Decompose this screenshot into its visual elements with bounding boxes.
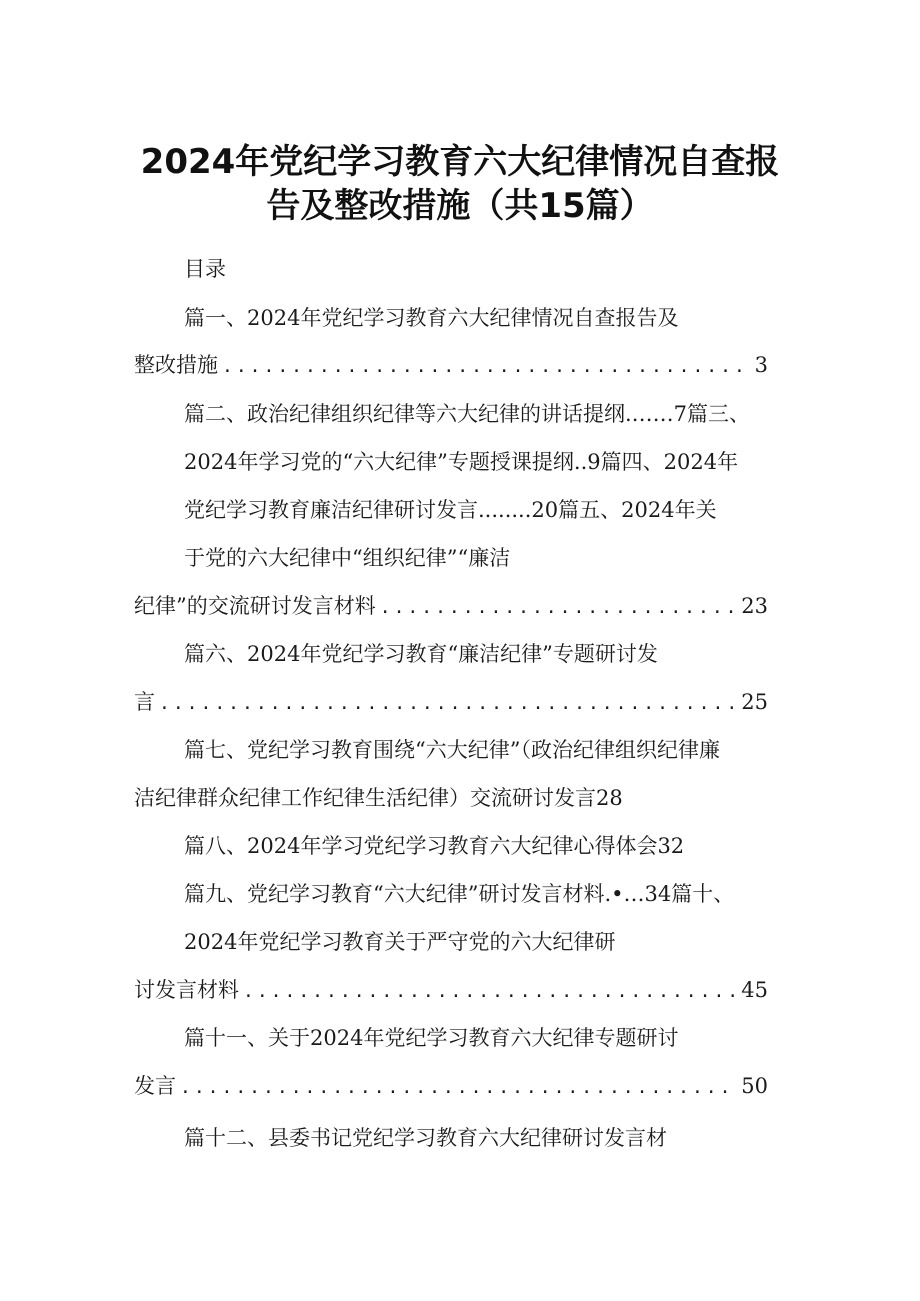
toc-line: 篇一、2024年党纪学习教育六大纪律情况自查报告及 — [184, 306, 679, 330]
toc-line: 2024年学习党的“六大纪律”专题授课提纲..9篇四、2024年 — [184, 450, 739, 474]
dot-leader — [180, 1074, 737, 1102]
toc-line: 篇十二、县委书记党纪学习教育六大纪律研讨发言材 — [184, 1126, 667, 1150]
toc-line: 篇九、党纪学习教育“六大纪律”研讨发言材料.•…34篇十、 — [184, 882, 735, 906]
toc-heading: 目录 — [184, 257, 226, 281]
toc-entry-text: 发言 — [134, 1074, 176, 1098]
document-title-line-2: 告及整改措施（共15篇） — [266, 186, 654, 226]
document-title-line-1: 2024年党纪学习教育六大纪律情况自查报 — [140, 142, 780, 182]
toc-entry-with-page — [134, 688, 768, 718]
toc-line: 党纪学习教育廉洁纪律研讨发言........20篇五、2024年关 — [184, 498, 717, 522]
dot-leader — [380, 594, 738, 622]
dot-leader — [243, 978, 737, 1006]
toc-line: 篇八、2024年学习党纪学习教育六大纪律心得体会32 — [184, 834, 685, 858]
toc-page-number: 25 — [741, 690, 768, 714]
toc-entry-text: 言 — [134, 690, 155, 714]
toc-line: 篇六、2024年党纪学习教育“廉洁纪律”专题研讨发 — [184, 642, 658, 666]
toc-page-number: 45 — [741, 978, 768, 1002]
toc-line: 篇七、党纪学习教育围绕“六大纪律”（政治纪律组织纪律廉 — [184, 738, 720, 762]
toc-entry-with-page — [134, 976, 768, 1006]
toc-page-number: 50 — [741, 1074, 768, 1098]
toc-entry-with-page — [134, 592, 768, 622]
toc-entry-with-page — [134, 1072, 768, 1102]
dot-leader — [222, 353, 751, 381]
toc-page-number: 3 — [754, 353, 768, 377]
toc-line: 篇十一、关于2024年党纪学习教育六大纪律专题研讨 — [184, 1026, 679, 1050]
toc-page-number: 23 — [741, 594, 768, 618]
toc-line: 2024年党纪学习教育关于严守党的六大纪律研 — [184, 930, 616, 954]
toc-entry-with-page — [134, 351, 768, 381]
toc-entry-text: 整改措施 — [134, 353, 218, 377]
toc-entry-text: 讨发言材料 — [134, 978, 239, 1002]
dot-leader — [159, 690, 737, 718]
toc-line: 洁纪律群众纪律工作纪律生活纪律）交流研讨发言28 — [134, 786, 623, 810]
toc-line: 于党的六大纪律中“组织纪律”“廉洁 — [184, 546, 511, 570]
toc-entry-text: 纪律”的交流研讨发言材料 — [134, 594, 376, 618]
toc-line: 篇二、政治纪律组织纪律等六大纪律的讲话提纲.……7篇三、 — [184, 402, 751, 426]
